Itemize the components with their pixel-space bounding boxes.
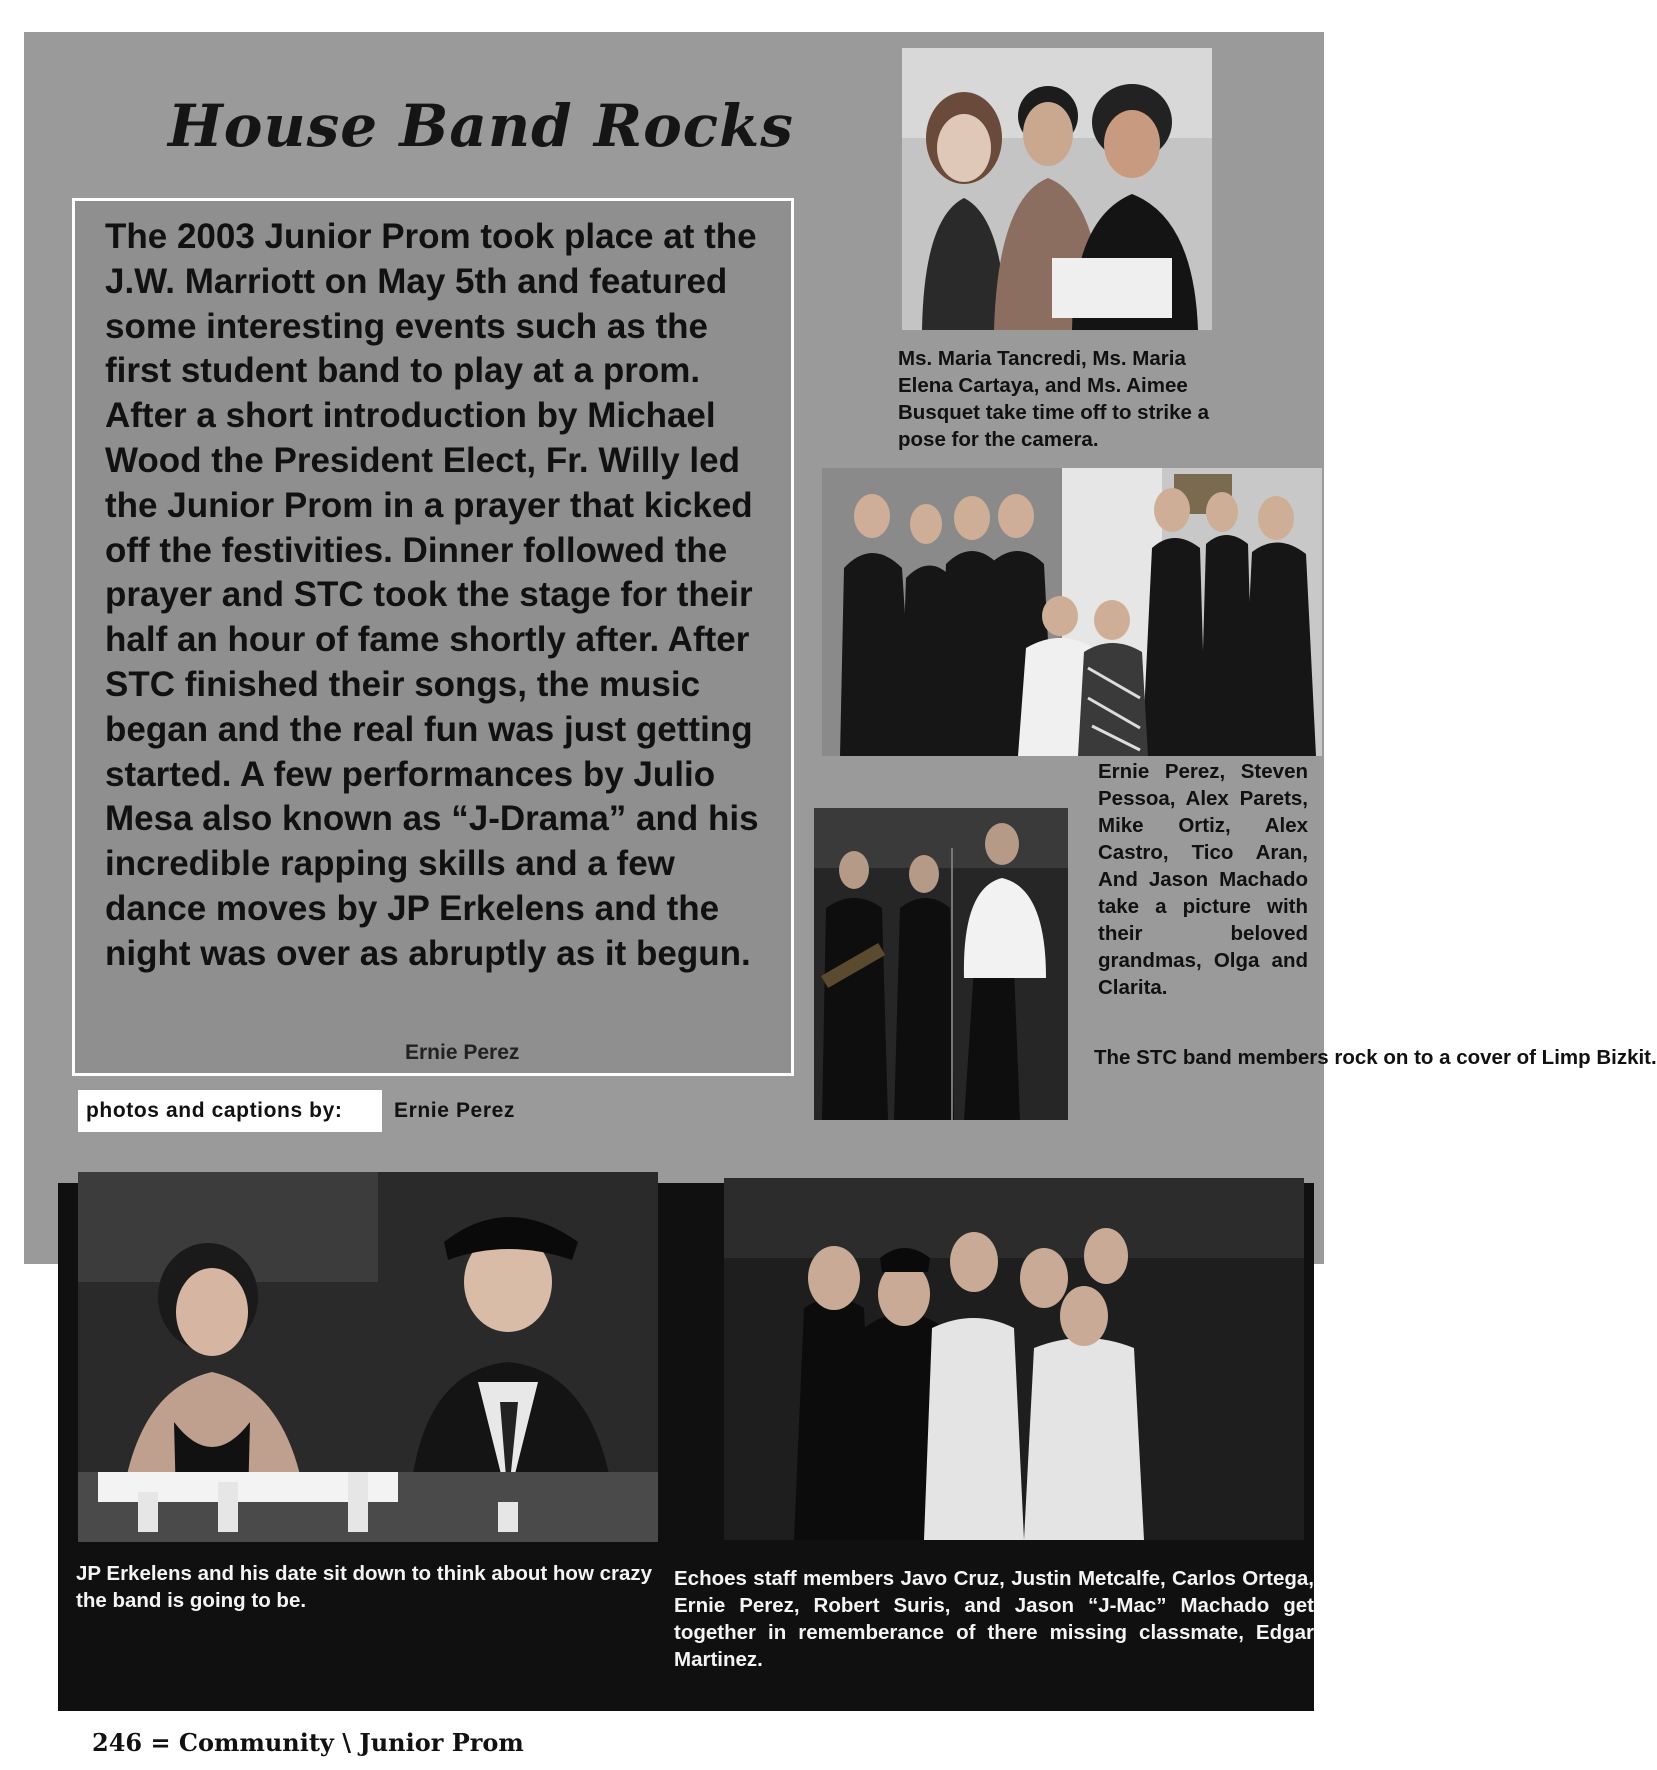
story-byline: Ernie Perez [405, 1041, 520, 1064]
echoes-staff-photo [724, 1178, 1304, 1540]
staff-caption: Echoes staff members Javo Cruz, Justin Metcalfe, Carlos Ortega, Ernie Perez, Robert Suris, and Jason “J-Mac” Machado get together in rememberance of there missing classmate, Edgar Martinez. [674, 1567, 1314, 1671]
teachers-caption: Ms. Maria Tancredi, Ms. Maria Elena Cartaya, and Ms. Aimee Busquet take time off to strike a pose for the camera. [898, 347, 1209, 451]
jp-erkelens-photo [78, 1172, 658, 1542]
page-number: 246 [92, 1728, 143, 1757]
grandmas-group-photo [822, 468, 1322, 756]
jp-caption: JP Erkelens and his date sit down to think about how crazy the band is going to be. [76, 1562, 653, 1612]
story-box [72, 198, 794, 1076]
page-title: House Band Rocks [168, 92, 794, 160]
teachers-photo [902, 48, 1212, 330]
grandmas-caption: Ernie Perez, Steven Pessoa, Alex Parets, Mike Ortiz, Alex Castro, Tico Aran, And Jason Machado take a picture with their beloved grandmas, Olga and Clarita. [1098, 760, 1308, 999]
story-text: The 2003 Junior Prom took place at the J.W. Marriott on May 5th and featured some interesting events such as the first student band to play at a prom. After a short introduction by Michael Wood the President Elect, Fr. Willy led the Junior Prom in a prayer that kicked off the festivities. Dinner followed the prayer and STC took the stage for their half an hour of fame shortly after. After STC finished their songs, the music began and the real fun was just getting started. A few performances by Julio Mesa also known as “J-Drama” and his incredible rapping skills and a few dance moves by JP Erkelens and the night was over as abruptly as it begun. [105, 217, 759, 973]
photo-credit-name: Ernie Perez [394, 1099, 515, 1122]
stc-caption: The STC band members rock on to a cover of Limp Bizkit. [1094, 1046, 1657, 1069]
section-label: = Community \ Junior Prom [150, 1728, 524, 1757]
stc-band-photo [814, 808, 1068, 1120]
photo-credit-label: photos and captions by: [78, 1090, 382, 1132]
page-footer [92, 1728, 524, 1757]
